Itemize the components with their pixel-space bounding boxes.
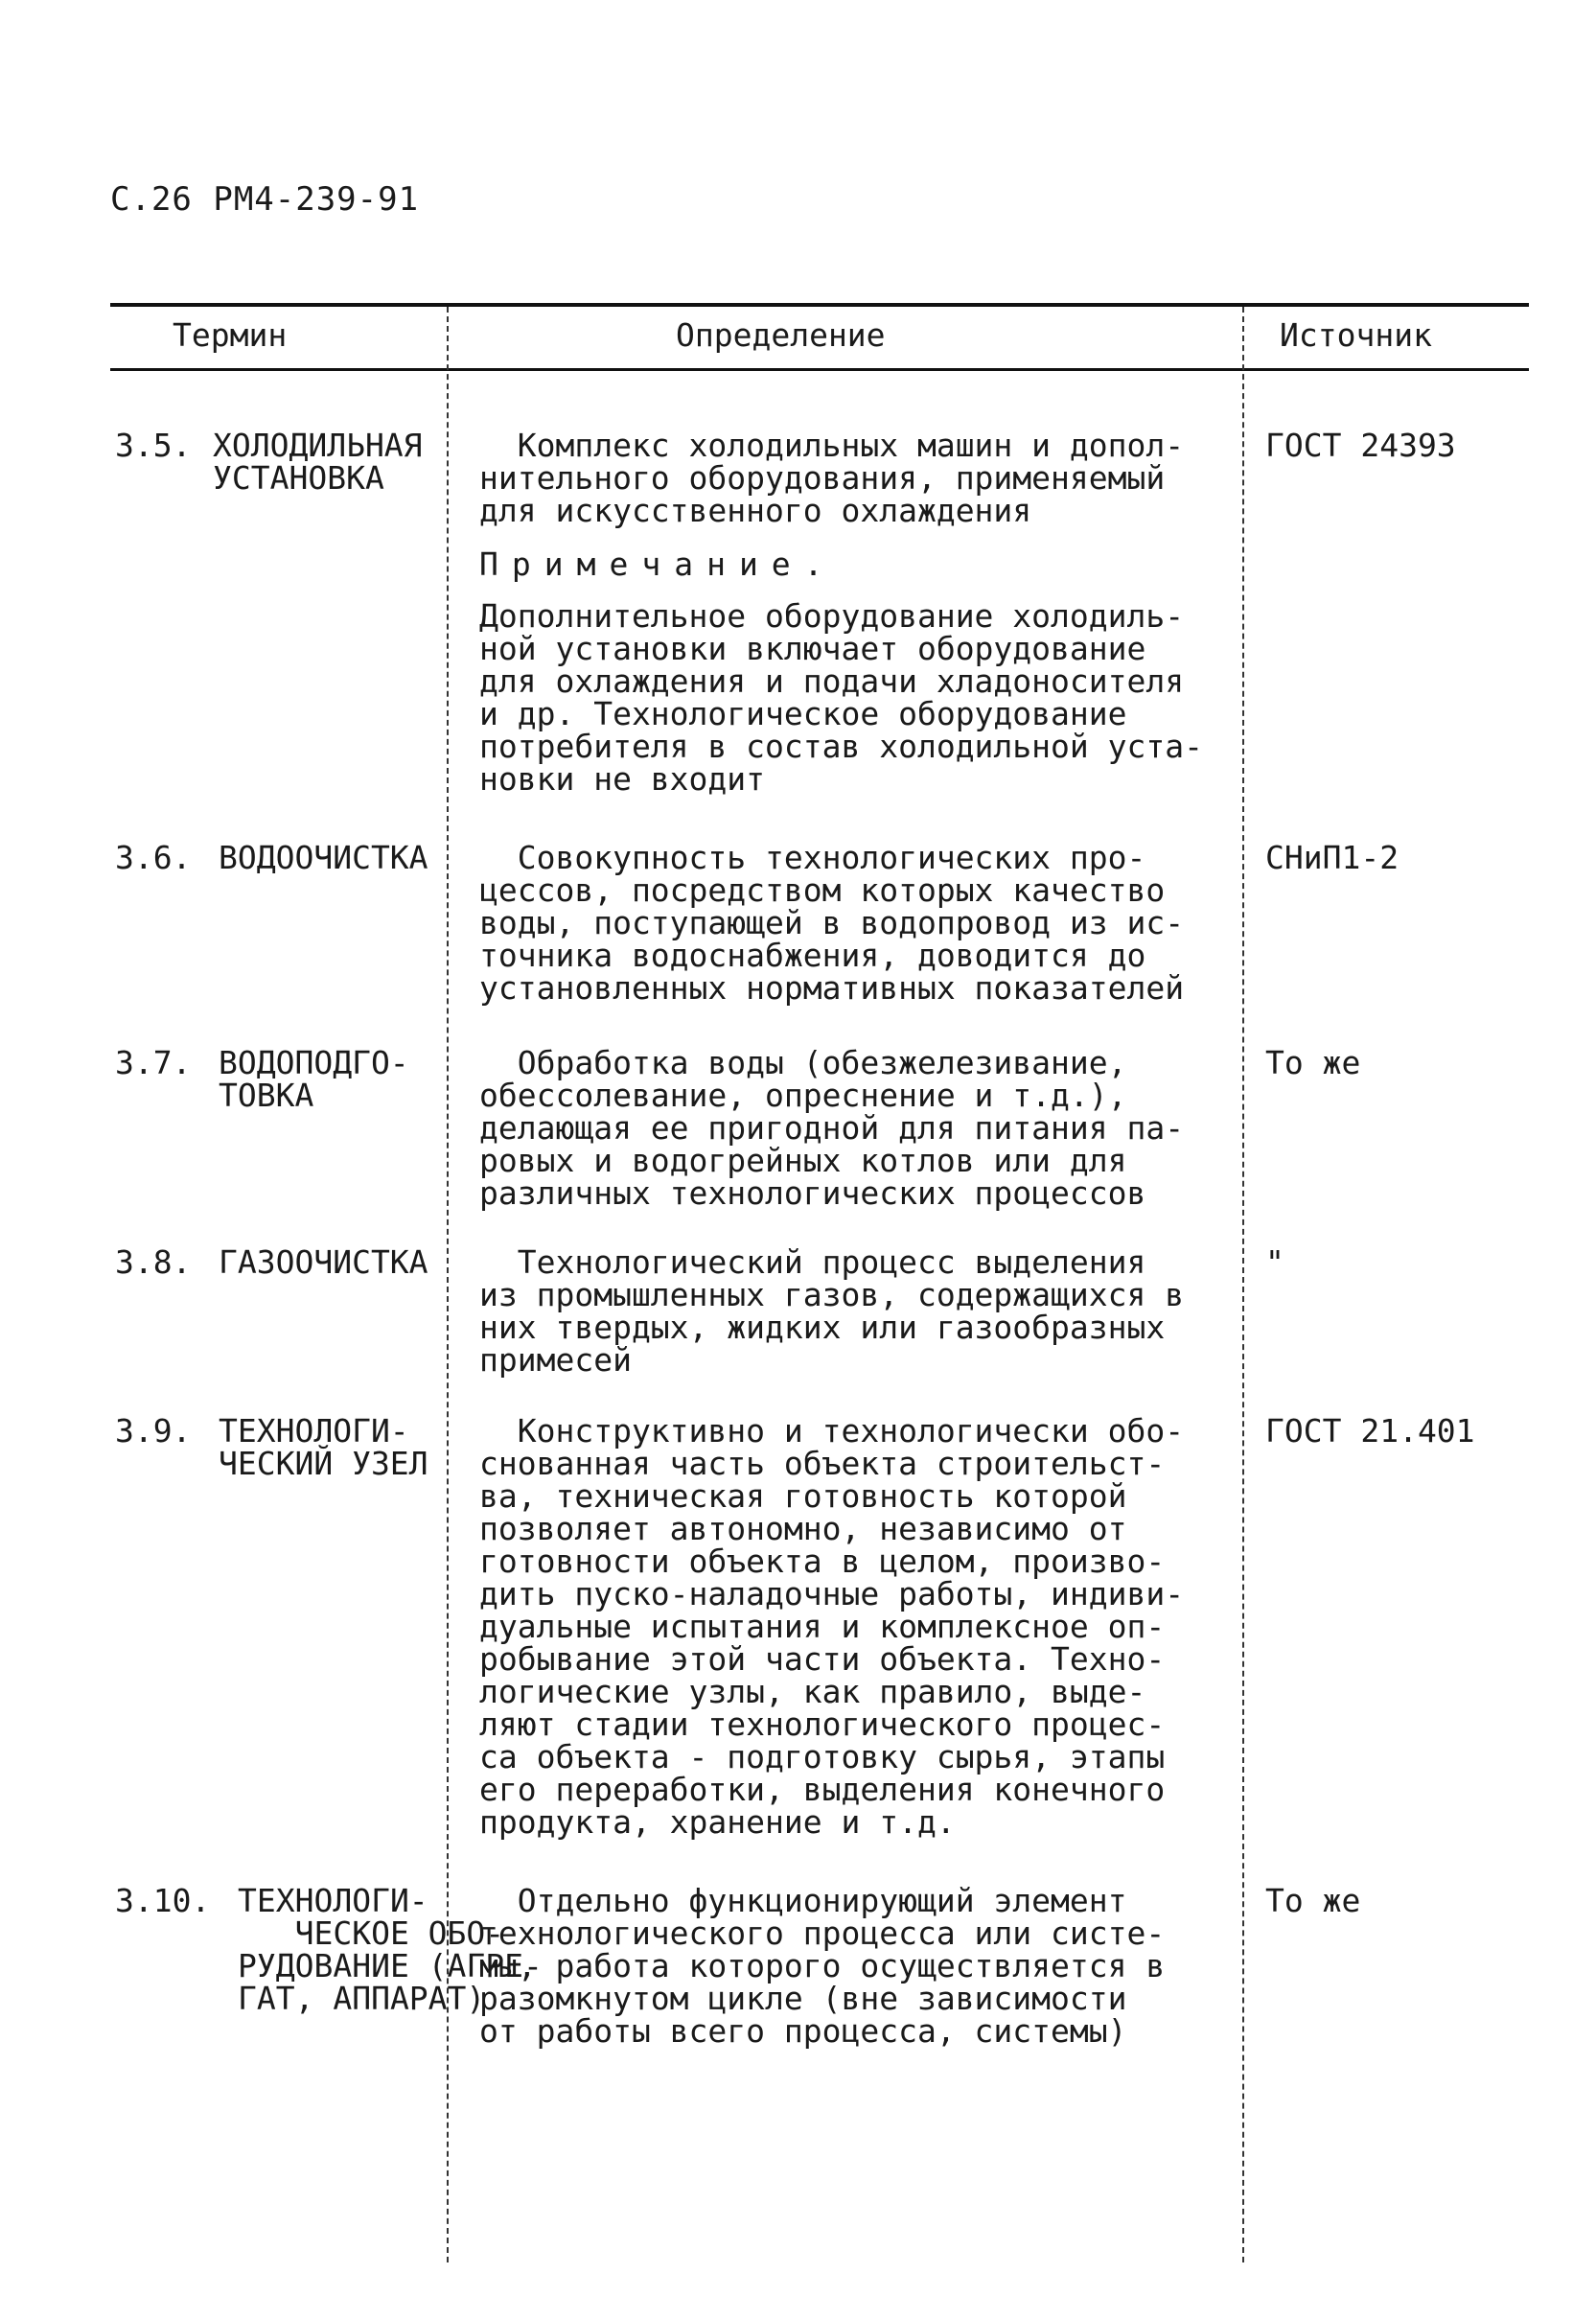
row-number: 3.8. [115,1243,192,1281]
row-definition: Отдельно функционирующий элемент технологического процесса или систе- мы, работа которого осуществляется в разомкнутом цикле (вне зависимости от работы всего процесса, системы) [479,1882,1166,2050]
note-heading: Примечание. [479,545,837,583]
row-number: 3.10. [115,1882,211,1919]
note-text: Дополнительное оборудование холодиль- ной установки включает оборудование для охлаждения и подачи хладоносителя и др. Технологическое оборудование потребителя в состав холодильной уста- новки не входит [479,597,1203,798]
table-header-rule [110,368,1529,371]
header-term: Термин [173,316,288,354]
table-top-rule [110,303,1529,307]
row-term: ВОДОПОДГО- ТОВКА [219,1044,409,1114]
row-source: То же [1265,1044,1361,1081]
row-source: То же [1265,1882,1361,1919]
row-definition: Совокупность технологических про- цессов, посредством которых качество воды, поступающей в водопровод из ис- точника водоснабжения, доводится до установленных нормативных показателей [479,839,1185,1007]
row-definition: Конструктивно и технологически обо- снованная часть объекта строительст- ва, техническая готовность которой позволяет автономно, независимо от готовности объекта в целом, произво- дить пуско-наладочные работы, индиви- дуальные испытания и комплексное оп- робывание этой части объекта. Техно- логические узлы, как правило, выде- ляют стадии технологического процес- са объекта - подготовку сырья, этапы его переработки, выделения конечного продукта, хранение и т.д. [479,1412,1185,1841]
row-term: ХОЛОДИЛЬНАЯ УСТАНОВКА [213,427,423,497]
row-term: ВОДООЧИСТКА [219,839,428,876]
row-source: СНиП1-2 [1265,839,1399,876]
row-definition: Технологический процесс выделения из промышленных газов, содержащихся в них твердых, жидких или газообразных примесей [479,1243,1185,1379]
row-term: ГАЗООЧИСТКА [219,1243,428,1281]
row-number: 3.5. [115,427,192,464]
header-definition: Определение [676,316,886,354]
row-definition: Комплекс холодильных машин и допол- нительного оборудования, применяемый для искусственного охлаждения [479,427,1185,529]
row-term: ТЕХНОЛОГИ- ЧЕСКИЙ УЗЕЛ [219,1412,428,1482]
page-reference: С.26 РМ4-239-91 [110,180,420,219]
row-number: 3.9. [115,1412,192,1450]
column-divider-2 [1242,307,1244,2262]
header-source: Источник [1280,316,1432,354]
row-number: 3.7. [115,1044,192,1081]
row-term: ТЕХНОЛОГИ- ЧЕСКОЕ ОБО- РУДОВАНИЕ (АГРЕ- ГАТ, АППАРАТ) [238,1882,543,2017]
row-source: " [1265,1243,1284,1281]
row-definition: Обработка воды (обезжелезивание, обессолевание, опреснение и т.д.), делающая ее пригодной для питания па- ровых и водогрейных котлов или для различных технологических процессов [479,1044,1185,1212]
row-source: ГОСТ 24393 [1265,427,1456,464]
row-number: 3.6. [115,839,192,876]
row-source: ГОСТ 21.401 [1265,1412,1475,1450]
